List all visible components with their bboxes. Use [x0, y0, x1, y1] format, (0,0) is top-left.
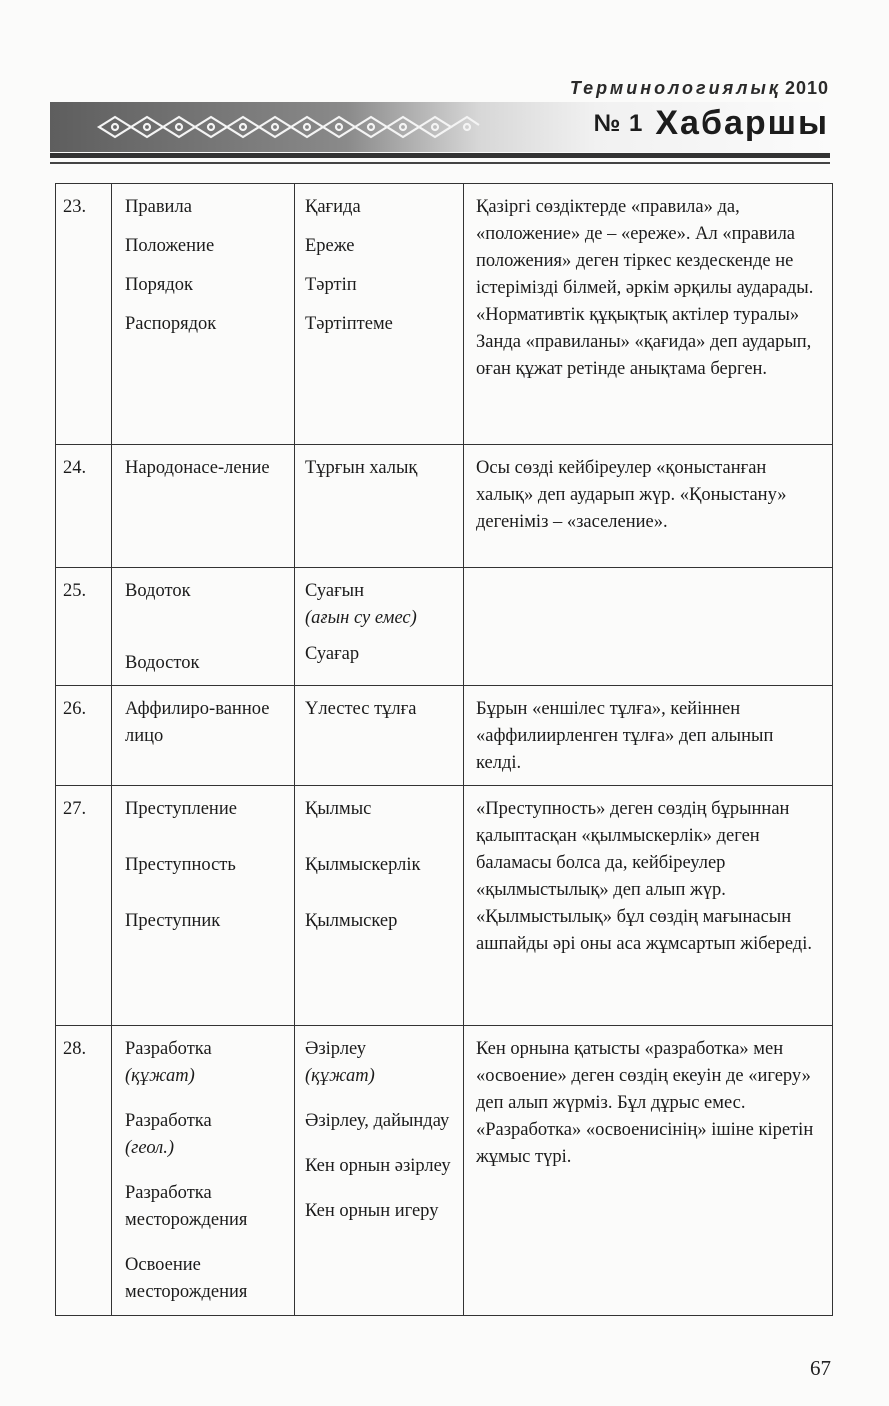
term-comment: Кен орнына қатысты «разработка» мен «освоение» деген сөздің екеуін де «игеру» деп алып жүрміз. Бұл дұрыс емес. «Разработка» «освоенисінің» ішіне кіретін жұмыс түрі. [464, 1026, 833, 1316]
ornament-border [95, 111, 480, 143]
kazakh-term: Кен орнын әзірлеу [305, 1156, 451, 1176]
russian-term: Преступление [125, 799, 237, 819]
russian-terms [112, 184, 295, 445]
term-comment: Қазіргі сөздіктерде «правила» да, «положение» де – «ереже». Ал «правила положения» деген тіркес кездескенде не істерімізді білмей, әркім әрқилы аударады. «Нормативтік құқықтық актілер туралы» Занда «правиланы» «қағида» деп аударып, оған құжат ретінде анықтама берген. [464, 184, 833, 445]
kazakh-term: Үлестес тұлға [305, 699, 417, 719]
kazakh-term-note: (ағын су емес) [305, 608, 417, 628]
kazakh-terms [295, 686, 464, 786]
journal-year: 2010 [784, 78, 829, 98]
kazakh-term: Суағар [305, 644, 360, 664]
table-row [56, 445, 833, 568]
kazakh-terms [295, 445, 464, 568]
kazakh-term: Кен орнын игеру [305, 1201, 439, 1221]
journal-title [594, 104, 829, 143]
russian-terms [112, 1026, 295, 1316]
kazakh-term: Тәртіп [305, 275, 357, 295]
term-comment: «Преступность» деген сөздің бұрыннан қалыптасқан «қылмыскерлік» деген баламасы болса да, кейбіреулер «қылмыстылық» деп алып жүр. «Қылмыстылық» бұл сөздің мағынасын ашпайды әрі оны аса жұмсартып жібереді. [464, 786, 833, 1026]
russian-term-note: (құжат) [125, 1066, 195, 1086]
russian-terms [112, 568, 295, 686]
header-rule-thin [50, 162, 830, 164]
kazakh-term: Қылмыскерлік [305, 855, 421, 875]
russian-term: Преступник [125, 911, 221, 931]
row-number: 24. [56, 445, 112, 568]
row-number: 28. [56, 1026, 112, 1316]
kazakh-term: Тәртіптеме [305, 314, 393, 334]
kazakh-terms [295, 184, 464, 445]
russian-term: Водоток [125, 581, 191, 601]
russian-term: Освоение месторождения [125, 1255, 248, 1302]
table-row [56, 568, 833, 686]
row-number: 25. [56, 568, 112, 686]
row-number: 27. [56, 786, 112, 1026]
russian-term: Положение [125, 236, 215, 256]
kazakh-term: Суағын [305, 581, 365, 601]
term-comment: Бұрын «еншілес тұлға», кейіннен «аффилиирленген тұлға» деп алынып келді. [464, 686, 833, 786]
kazakh-terms [295, 568, 464, 686]
term-comment: Осы сөзді кейбіреулер «қоныстанған халық» деп аударып жүр. «Қоныстану» дегеніміз – «заселение». [464, 445, 833, 568]
russian-term: Распорядок [125, 314, 217, 334]
russian-term: Аффилиро-ванное лицо [125, 699, 270, 746]
russian-term-note: (геол.) [125, 1138, 174, 1158]
kazakh-term-note: (құжат) [305, 1066, 375, 1086]
table-row [56, 1026, 833, 1316]
russian-term: Разработка [125, 1111, 212, 1131]
row-number: 26. [56, 686, 112, 786]
russian-term: Народонасе-ление [125, 458, 270, 478]
term-comment [464, 568, 833, 686]
russian-term: Преступность [125, 855, 236, 875]
table-row [56, 686, 833, 786]
russian-term: Правила [125, 197, 192, 217]
kazakh-term: Тұрғын халық [305, 458, 418, 478]
row-number: 23. [56, 184, 112, 445]
kazakh-term: Ереже [305, 236, 355, 256]
kazakh-term: Әзірлеу, дайындау [305, 1111, 450, 1131]
kazakh-term: Қағида [305, 197, 361, 217]
table-row [56, 786, 833, 1026]
russian-terms [112, 786, 295, 1026]
kazakh-terms [295, 786, 464, 1026]
kazakh-term: Қылмыскер [305, 911, 398, 931]
terminology-table [55, 183, 833, 1316]
journal-line: Терминологиялық [569, 78, 781, 98]
russian-term: Разработка [125, 1039, 212, 1059]
kazakh-terms [295, 1026, 464, 1316]
table-row [56, 184, 833, 445]
journal-kicker [570, 78, 829, 99]
journal-name: Хабаршы [655, 104, 829, 142]
kazakh-term: Қылмыс [305, 799, 372, 819]
russian-term: Водосток [125, 653, 200, 673]
russian-terms [112, 445, 295, 568]
russian-term: Порядок [125, 275, 194, 295]
kazakh-term: Әзірлеу [305, 1039, 367, 1059]
russian-term: Разработка месторождения [125, 1183, 248, 1230]
page-number: 67 [810, 1356, 831, 1380]
issue-number: № 1 [593, 110, 644, 137]
russian-terms [112, 686, 295, 786]
header-rule-thick [50, 153, 830, 158]
